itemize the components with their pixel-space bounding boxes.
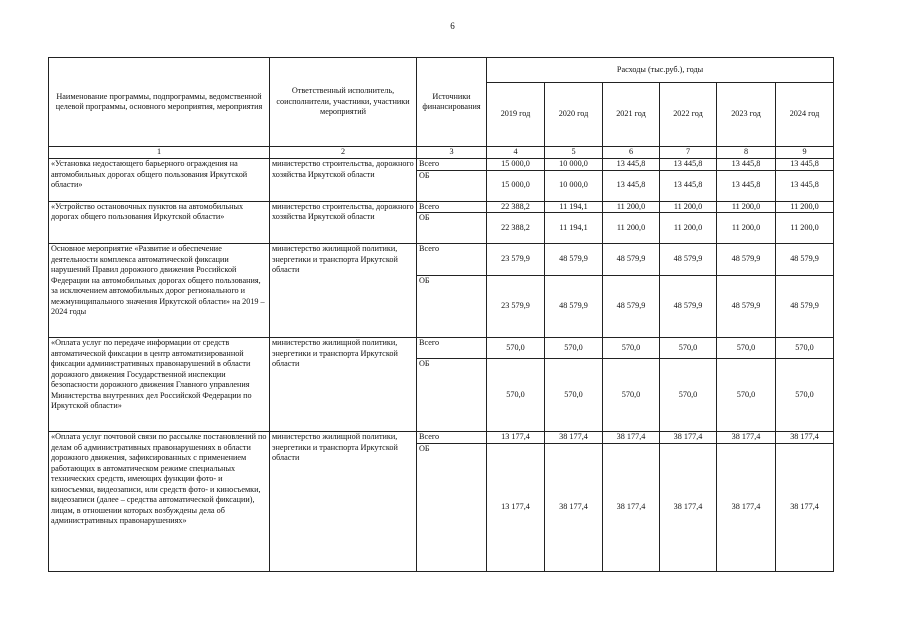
total-value: 570,0 bbox=[776, 338, 834, 359]
ob-value: 38 177,4 bbox=[717, 443, 776, 571]
source-total-label: Всего bbox=[417, 338, 487, 359]
total-value: 23 579,9 bbox=[487, 244, 545, 276]
total-value: 11 200,0 bbox=[717, 201, 776, 213]
column-numbers-row bbox=[49, 147, 834, 159]
ob-value: 570,0 bbox=[487, 359, 545, 432]
ob-value: 570,0 bbox=[603, 359, 660, 432]
source-ob-label: ОБ bbox=[417, 170, 487, 201]
header-col-executor: Ответственный исполнитель, соисполнители, участники, участники мероприятий bbox=[270, 58, 417, 147]
table-row bbox=[49, 244, 834, 276]
column-number: 8 bbox=[717, 147, 776, 159]
total-value: 48 579,9 bbox=[603, 244, 660, 276]
executor: министерство строительства, дорожного хозяйства Иркутской области bbox=[270, 201, 417, 244]
column-number: 9 bbox=[776, 147, 834, 159]
total-value: 38 177,4 bbox=[660, 432, 717, 444]
total-value: 38 177,4 bbox=[603, 432, 660, 444]
column-number: 5 bbox=[545, 147, 603, 159]
executor: министерство строительства, дорожного хозяйства Иркутской области bbox=[270, 159, 417, 202]
ob-value: 22 388,2 bbox=[487, 213, 545, 244]
total-value: 570,0 bbox=[545, 338, 603, 359]
total-value: 11 200,0 bbox=[603, 201, 660, 213]
total-value: 13 445,8 bbox=[717, 159, 776, 171]
table-row bbox=[49, 159, 834, 171]
ob-value: 38 177,4 bbox=[660, 443, 717, 571]
executor: министерство жилищной политики, энергетики и транспорта Иркутской области bbox=[270, 432, 417, 572]
column-number: 7 bbox=[660, 147, 717, 159]
ob-value: 48 579,9 bbox=[717, 276, 776, 338]
measure-name: «Устройство остановочных пунктов на автомобильных дорогах общего пользования Иркутской области» bbox=[49, 201, 270, 244]
header-col-source: Источники финансирования bbox=[417, 58, 487, 147]
total-value: 11 194,1 bbox=[545, 201, 603, 213]
total-value: 570,0 bbox=[603, 338, 660, 359]
table-row bbox=[49, 432, 834, 444]
total-value: 570,0 bbox=[660, 338, 717, 359]
executor: министерство жилищной политики, энергетики и транспорта Иркутской области bbox=[270, 338, 417, 432]
ob-value: 11 200,0 bbox=[603, 213, 660, 244]
total-value: 13 445,8 bbox=[660, 159, 717, 171]
ob-value: 570,0 bbox=[545, 359, 603, 432]
total-value: 48 579,9 bbox=[776, 244, 834, 276]
ob-value: 11 200,0 bbox=[660, 213, 717, 244]
total-value: 48 579,9 bbox=[660, 244, 717, 276]
source-ob-label: ОБ bbox=[417, 443, 487, 571]
total-value: 48 579,9 bbox=[717, 244, 776, 276]
source-ob-label: ОБ bbox=[417, 359, 487, 432]
measure-name: «Установка недостающего барьерного ограждения на автомобильных дорогах общего пользования Иркутской области» bbox=[49, 159, 270, 202]
header-year: 2019 год bbox=[487, 83, 545, 147]
ob-value: 11 194,1 bbox=[545, 213, 603, 244]
ob-value: 570,0 bbox=[717, 359, 776, 432]
header-year: 2024 год bbox=[776, 83, 834, 147]
ob-value: 11 200,0 bbox=[776, 213, 834, 244]
total-value: 11 200,0 bbox=[776, 201, 834, 213]
total-value: 13 177,4 bbox=[487, 432, 545, 444]
header-year: 2020 год bbox=[545, 83, 603, 147]
source-ob-label: ОБ bbox=[417, 213, 487, 244]
table-row bbox=[49, 201, 834, 213]
total-value: 570,0 bbox=[487, 338, 545, 359]
budget-table bbox=[48, 57, 834, 572]
ob-value: 48 579,9 bbox=[660, 276, 717, 338]
total-value: 10 000,0 bbox=[545, 159, 603, 171]
ob-value: 48 579,9 bbox=[603, 276, 660, 338]
column-number: 6 bbox=[603, 147, 660, 159]
table-row bbox=[49, 338, 834, 359]
total-value: 15 000,0 bbox=[487, 159, 545, 171]
measure-name: Основное мероприятие «Развитие и обеспечение деятельности комплекса автоматической фиксации нарушений Правил дорожного движения Российской Федерации на автомобильных дорогах общего пользования, за исключением автомобильных дорог регионального и межмуниципального значения Иркутской области» на 2019 – 2024 годы bbox=[49, 244, 270, 338]
total-value: 22 388,2 bbox=[487, 201, 545, 213]
ob-value: 38 177,4 bbox=[603, 443, 660, 571]
ob-value: 38 177,4 bbox=[776, 443, 834, 571]
ob-value: 38 177,4 bbox=[545, 443, 603, 571]
ob-value: 48 579,9 bbox=[776, 276, 834, 338]
executor: министерство жилищной политики, энергетики и транспорта Иркутской области bbox=[270, 244, 417, 338]
total-value: 11 200,0 bbox=[660, 201, 717, 213]
ob-value: 570,0 bbox=[660, 359, 717, 432]
measure-name: «Оплата услуг почтовой связи по рассылке постановлений по делам об административных правонарушениях в области дорожного движения, зафиксированных с применением работающих в автоматическом режиме специальных технических средств, имеющих функции фото- и киносъемки, видеозаписи, или средств фото- и киносъемки, видеозаписи (далее – средства автоматической фиксации), лицам, в отношении которых возбуждены дела об административных правонарушениях» bbox=[49, 432, 270, 572]
ob-value: 48 579,9 bbox=[545, 276, 603, 338]
ob-value: 11 200,0 bbox=[717, 213, 776, 244]
total-value: 13 445,8 bbox=[776, 159, 834, 171]
total-value: 48 579,9 bbox=[545, 244, 603, 276]
table-body bbox=[49, 159, 834, 572]
measure-name: «Оплата услуг по передаче информации от средств автоматической фиксации в центр автоматизированной фиксации административных правонарушений в области дорожного движения Государственной инспекции безопасности дорожного движения Главного управления Министерства внутренних дел Российской Федерации по Иркутской области» bbox=[49, 338, 270, 432]
total-value: 38 177,4 bbox=[545, 432, 603, 444]
ob-value: 15 000,0 bbox=[487, 170, 545, 201]
header-expenses: Расходы (тыс.руб.), годы bbox=[487, 58, 834, 83]
ob-value: 10 000,0 bbox=[545, 170, 603, 201]
column-number: 4 bbox=[487, 147, 545, 159]
source-total-label: Всего bbox=[417, 201, 487, 213]
header-col-name: Наименование программы, подпрограммы, ведомственной целевой программы, основного мероприятия, мероприятия bbox=[49, 58, 270, 147]
header-year: 2023 год bbox=[717, 83, 776, 147]
ob-value: 13 445,8 bbox=[660, 170, 717, 201]
ob-value: 23 579,9 bbox=[487, 276, 545, 338]
source-total-label: Всего bbox=[417, 159, 487, 171]
total-value: 13 445,8 bbox=[603, 159, 660, 171]
ob-value: 570,0 bbox=[776, 359, 834, 432]
header-year: 2021 год bbox=[603, 83, 660, 147]
source-total-label: Всего bbox=[417, 244, 487, 276]
ob-value: 13 177,4 bbox=[487, 443, 545, 571]
total-value: 38 177,4 bbox=[776, 432, 834, 444]
total-value: 570,0 bbox=[717, 338, 776, 359]
source-total-label: Всего bbox=[417, 432, 487, 444]
source-ob-label: ОБ bbox=[417, 276, 487, 338]
page-number: 6 bbox=[450, 21, 455, 31]
column-number: 1 bbox=[49, 147, 270, 159]
ob-value: 13 445,8 bbox=[603, 170, 660, 201]
ob-value: 13 445,8 bbox=[776, 170, 834, 201]
column-number: 2 bbox=[270, 147, 417, 159]
header-year: 2022 год bbox=[660, 83, 717, 147]
ob-value: 13 445,8 bbox=[717, 170, 776, 201]
total-value: 38 177,4 bbox=[717, 432, 776, 444]
column-number: 3 bbox=[417, 147, 487, 159]
